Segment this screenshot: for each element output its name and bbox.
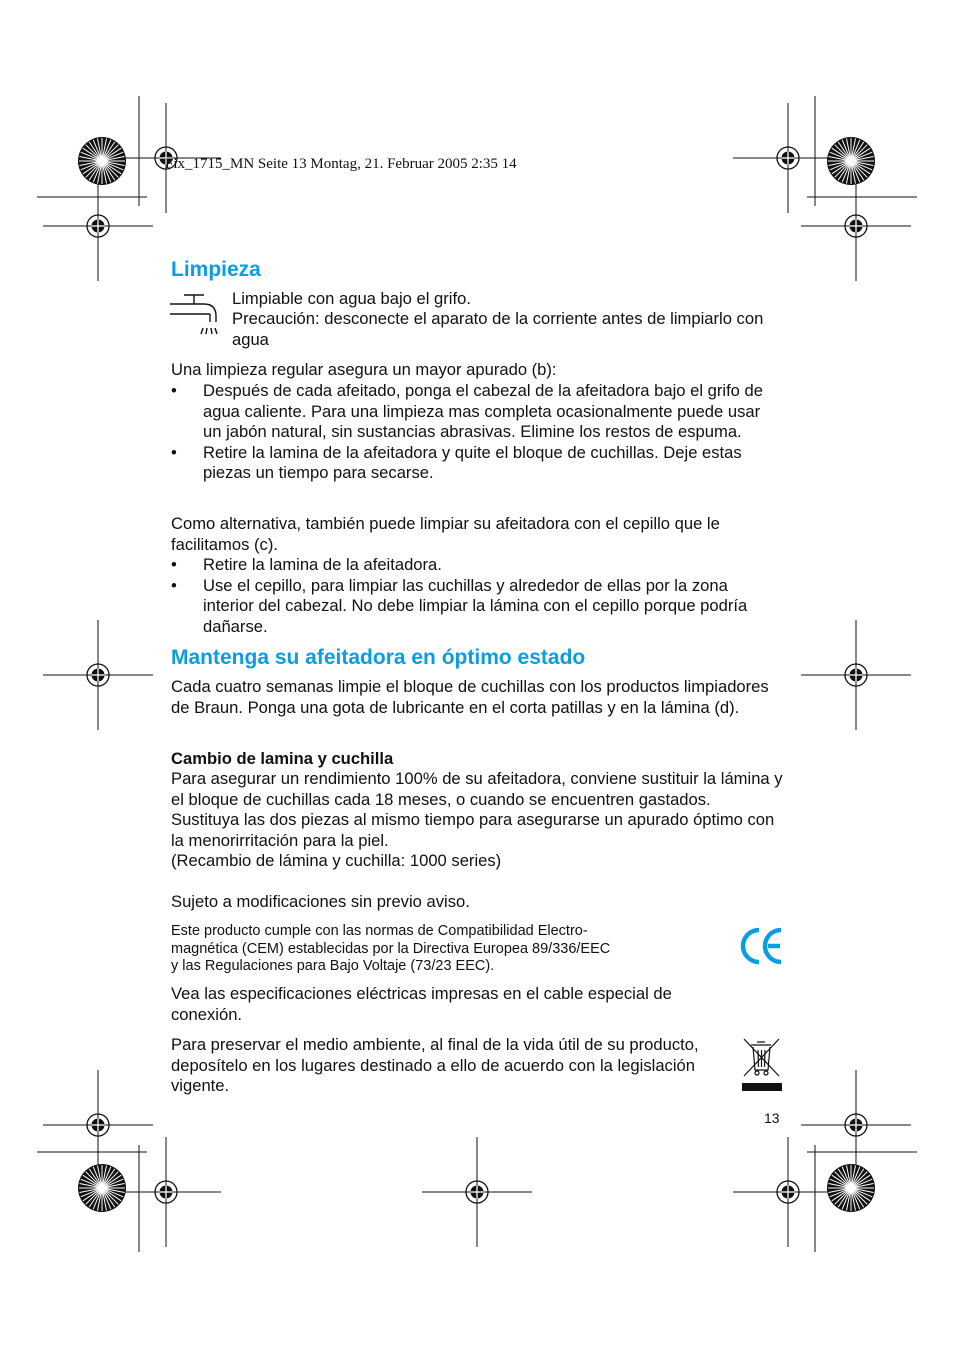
list-item: • Retire la lamina de la afeitadora y quite el bloque de cuchillas. Deje estas piezas un tiempo para secarse. [171,443,783,484]
list-item: • Use el cepillo, para limpiar las cuchillas y alrededor de ellas por la zona interior del cabezal. No debe limpiar la lámina con el cepillo porque podría dañarse. [171,576,783,638]
electrical-specs-note: Vea las especificaciones eléctricas impresas en el cable especial de conexión. [171,984,672,1024]
brush-steps-list [171,555,783,637]
print-info-header: Fix_1715_MN Seite 13 Montag, 21. Februar 2005 2:35 14 [165,156,517,172]
crossed-out-bin-icon [741,1036,783,1099]
replacement-subheading: Cambio de lamina y cuchilla [171,749,394,768]
ce-compliance-line2: magnética (CEM) establecidas por la Directiva Europea 89/336/EEC [171,941,611,957]
section-title-limpieza: Limpieza [171,258,261,281]
ce-compliance-line3: y las Regulaciones para Bajo Voltaje (73/23 EEC). [171,958,495,974]
environment-disposal-note: Para preservar el medio ambiente, al final de la vida útil de su producto, deposítelo en los lugares destinado a ello de acuerdo con la legislación vigente. [171,1035,699,1095]
maintenance-body: Cada cuatro semanas limpie el bloque de cuchillas con los productos limpiadores de Braun. Ponga una gota de lubricante en el corta patillas y en la lámina (d). [171,677,769,717]
section-title-maintenance: Mantenga su afeitadora en óptimo estado [171,646,586,669]
replacement-text: Para asegurar un rendimiento 100% de su afeitadora, conviene sustituir la lámina y el bloque de cuchillas cada 18 meses, o cuando se encuentren gastados. Sustituya las dos piezas al mismo tiempo para asegurarse un apurado óptimo con la menorirritación para la piel. [171,769,783,850]
brush-alternative-text: Como alternativa, también puede limpiar su afeitadora con el cepillo que le facilitamos (c). [171,514,720,554]
replacement-part-number: (Recambio de lámina y cuchilla: 1000 series) [171,851,502,870]
ce-mark-icon [740,926,784,971]
faucet-note-line2: Precaución: desconecte el aparato de la corriente antes de limpiarlo con agua [232,309,764,349]
faucet-icon [170,292,218,341]
faucet-note-line1: Limpiable con agua bajo el grifo. [232,289,471,308]
subject-to-change-note: Sujeto a modificaciones sin previo aviso. [171,892,470,911]
cleaning-intro: Una limpieza regular asegura un mayor apurado (b): [171,360,557,379]
list-item: • Después de cada afeitado, ponga el cabezal de la afeitadora bajo el grifo de agua caliente. Para una limpieza mas completa ocasionalmente puede usar un jabón natural, sin sustancias abrasivas. Elimine los restos de espuma. [171,381,783,443]
page-number: 13 [764,1110,780,1126]
ce-compliance-line1: Este producto cumple con las normas de Compatibilidad Electro- [171,923,588,939]
list-item: • Retire la lamina de la afeitadora. [171,555,783,576]
cleaning-steps-list [171,381,783,484]
